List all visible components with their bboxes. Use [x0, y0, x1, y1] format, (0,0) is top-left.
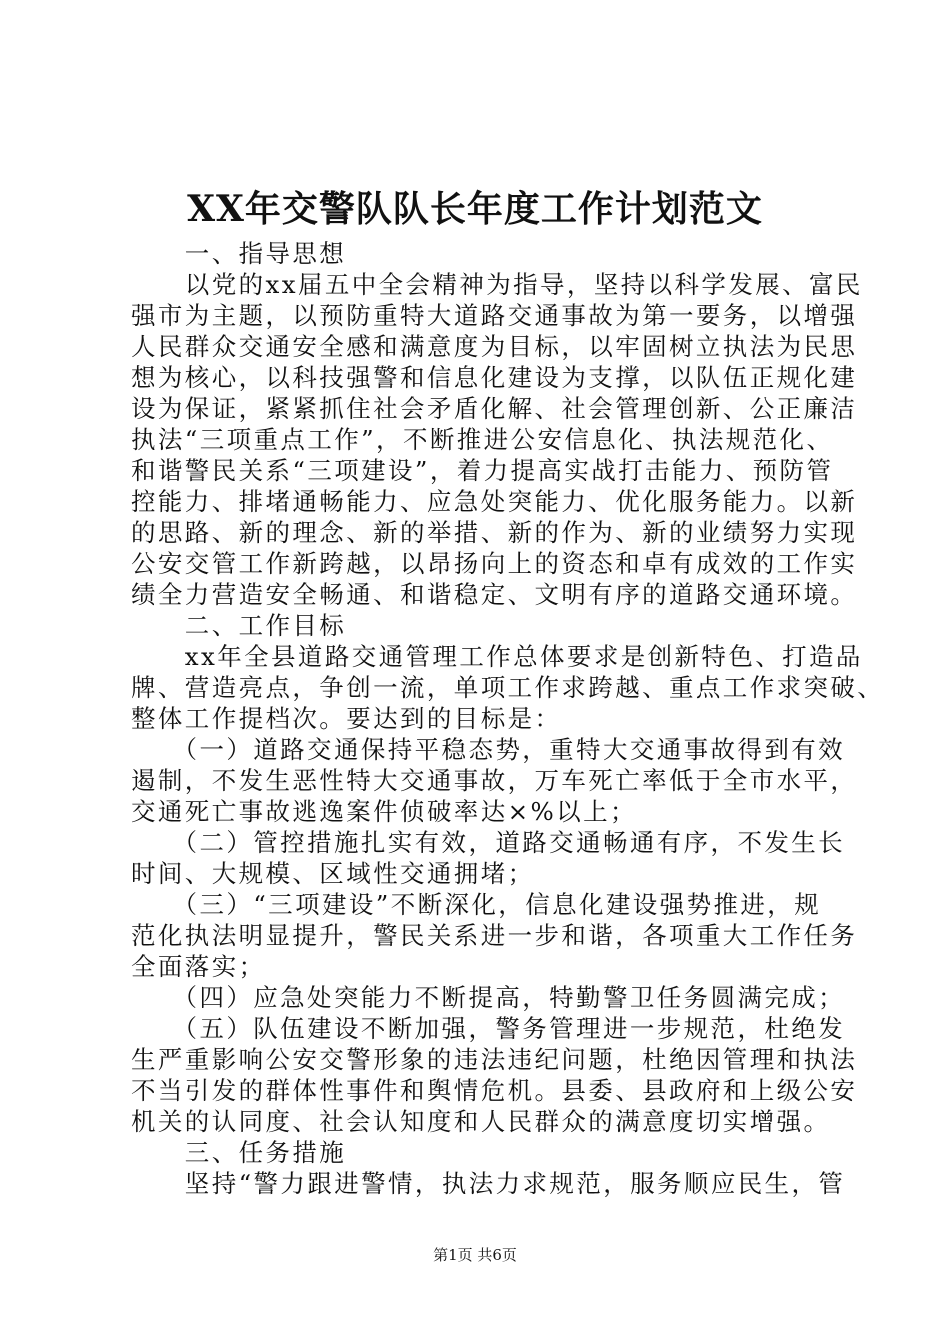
- text-line: 二、工作目标: [131, 611, 347, 640]
- text-line: 生严重影响公安交警形象的违法违纪问题，杜绝因管理和执法: [131, 1045, 858, 1074]
- text-line: 绩全力营造安全畅通、和谐稳定、文明有序的道路交通环境。: [131, 580, 858, 609]
- text-line: 时间、大规模、区域性交通拥堵；: [131, 859, 535, 888]
- text-line: （五）队伍建设不断加强，警务管理进一步规范，杜绝发: [131, 1014, 846, 1043]
- page-footer: 第1页 共6页: [433, 1246, 517, 1264]
- text-line: （三）“三项建设”不断深化，信息化建设强势推进，规: [131, 890, 822, 919]
- text-line: 坚持“警力跟进警情，执法力求规范，服务顺应民生，管: [131, 1169, 846, 1198]
- text-line: 全面落实；: [131, 952, 266, 981]
- text-line: 和谐警民关系“三项建设”，着力提高实战打击能力、预防管: [131, 456, 834, 485]
- text-line: 牌、营造亮点，争创一流，单项工作求跨越、重点工作求突破、: [131, 673, 885, 702]
- text-line: 设为保证，紧紧抓住社会矛盾化解、社会管理创新、公正廉洁: [131, 394, 858, 423]
- text-line: （四）应急处突能力不断提高，特勤警卫任务圆满完成；: [131, 983, 846, 1012]
- text-line: xx年全县道路交通管理工作总体要求是创新特色、打造品: [131, 642, 863, 671]
- text-line: 公安交管工作新跨越，以昂扬向上的资态和卓有成效的工作实: [131, 549, 858, 578]
- text-line: 一、指导思想: [131, 239, 347, 268]
- text-line: 三、任务措施: [131, 1138, 347, 1167]
- text-line: 人民群众交通安全感和满意度为目标，以牢固树立执法为民思: [131, 332, 858, 361]
- text-line: （一）道路交通保持平稳态势，重特大交通事故得到有效: [131, 735, 846, 764]
- text-line: 控能力、排堵通畅能力、应急处突能力、优化服务能力。以新: [131, 487, 858, 516]
- text-line: 强市为主题，以预防重特大道路交通事故为第一要务，以增强: [131, 301, 858, 330]
- text-line: 不当引发的群体性事件和舆情危机。县委、县政府和上级公安: [131, 1076, 858, 1105]
- text-line: 整体工作提档次。要达到的目标是：: [131, 704, 562, 733]
- text-line: 范化执法明显提升，警民关系进一步和谐，各项重大工作任务: [131, 921, 858, 950]
- text-line: 机关的认同度、社会认知度和人民群众的满意度切实增强。: [131, 1107, 831, 1136]
- text-line: 交通死亡事故逃逸案件侦破率达×%以上；: [131, 797, 637, 826]
- text-line: 想为核心，以科技强警和信息化建设为支撑，以队伍正规化建: [131, 363, 858, 392]
- text-line: （二）管控措施扎实有效，道路交通畅通有序，不发生长: [131, 828, 846, 857]
- text-line: 遏制，不发生恶性特大交通事故，万车死亡率低于全市水平，: [131, 766, 858, 795]
- document-title: XX年交警队队长年度工作计划范文: [187, 188, 763, 230]
- document-body: [131, 238, 885, 1199]
- text-line: 的思路、新的理念、新的举措、新的作为、新的业绩努力实现: [131, 518, 858, 547]
- text-line: 以党的xx届五中全会精神为指导，坚持以科学发展、富民: [131, 270, 863, 299]
- text-line: 执法“三项重点工作”，不断推进公安信息化、执法规范化、: [131, 425, 834, 454]
